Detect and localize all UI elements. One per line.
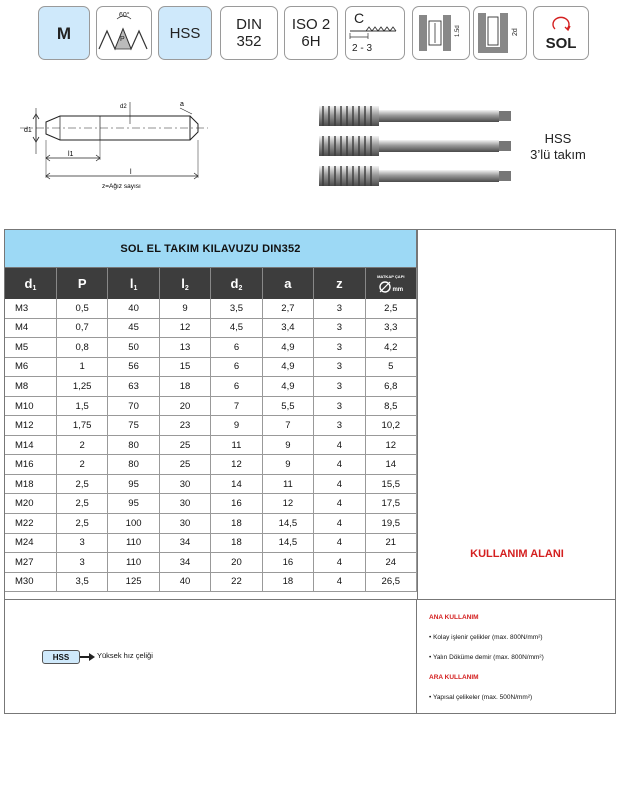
table-cell: 4,9 <box>262 338 313 358</box>
table-cell: 18 <box>211 514 262 534</box>
iso-line1: ISO 2 <box>291 16 331 33</box>
header-l2 <box>159 268 210 299</box>
header-l2-base: l <box>181 275 185 291</box>
table-row <box>5 435 417 455</box>
table-cell: 3,5 <box>56 572 107 592</box>
table-cell: 12 <box>365 435 416 455</box>
table-cell: 2,5 <box>365 299 416 318</box>
sol-label: SOL <box>545 34 577 52</box>
blind-hole-drawing <box>474 7 526 59</box>
tap-dimension-drawing <box>20 94 210 194</box>
table-cell: 26,5 <box>365 572 416 592</box>
table-cell: 4 <box>314 494 365 514</box>
thread-pitch-label: P <box>120 36 125 43</box>
header-a-base: a <box>284 276 292 291</box>
table-cell: 14 <box>211 474 262 494</box>
table-cell: 4,5 <box>211 318 262 338</box>
table-cell: 3,5 <box>211 299 262 318</box>
table-cell: 2 <box>56 455 107 475</box>
header-p <box>56 268 107 299</box>
table-cell: 15 <box>159 357 210 377</box>
table-cell: 30 <box>159 474 210 494</box>
table-cell: 3 <box>314 357 365 377</box>
table-cell: 11 <box>211 435 262 455</box>
depth-1-label: 1.5d <box>455 25 461 37</box>
table-cell: 6 <box>211 377 262 397</box>
table-cell: 45 <box>108 318 159 338</box>
main-usage-heading: ANA KULLANIM <box>429 614 479 621</box>
label-l: l <box>130 169 132 176</box>
usage-area <box>417 230 615 599</box>
rotation-arrow-icon <box>549 15 573 35</box>
header-l1-sub: 1 <box>133 284 138 292</box>
table-cell: 3 <box>56 533 107 553</box>
left-hand-rotation-icon <box>533 6 589 60</box>
label-d2: d2 <box>120 104 127 110</box>
table-cell: M6 <box>5 357 56 377</box>
table-cell: M22 <box>5 514 56 534</box>
through-hole-drawing <box>413 7 469 59</box>
table-cell: 4,9 <box>262 357 313 377</box>
table-cell: 2,5 <box>56 474 107 494</box>
drill-header-top: MATKAP ÇAPI <box>377 273 405 279</box>
din-standard-icon <box>220 6 278 60</box>
hss-icon-label: HSS <box>169 24 201 42</box>
header-z <box>314 268 365 299</box>
table-cell: 5,5 <box>262 396 313 416</box>
through-hole-depth-icon <box>412 6 470 60</box>
table-cell: 4 <box>314 572 365 592</box>
table-cell: 0,8 <box>56 338 107 358</box>
table-cell: 4 <box>314 553 365 573</box>
table-cell: 13 <box>159 338 210 358</box>
table-cell: 14 <box>365 455 416 475</box>
table-cell: 24 <box>365 553 416 573</box>
table-cell: 3,3 <box>365 318 416 338</box>
spec-table <box>5 268 417 592</box>
table-cell: 2 <box>56 435 107 455</box>
table-cell: 1 <box>56 357 107 377</box>
table-cell: 9 <box>159 299 210 318</box>
table-cell: 3 <box>314 338 365 358</box>
table-cell: 20 <box>211 553 262 573</box>
main-usage-item-1: • Kolay işlenir çelikler (max. 800N/mm²) <box>429 634 543 641</box>
table-cell: 14,5 <box>262 533 313 553</box>
table-cell: 40 <box>159 572 210 592</box>
table-cell: 63 <box>108 377 159 397</box>
usage-title: KULLANIM ALANI <box>470 548 564 560</box>
table-row <box>5 338 417 358</box>
table-cell: 34 <box>159 533 210 553</box>
table-cell: 3 <box>314 299 365 318</box>
header-d2-base: d <box>230 275 239 291</box>
table-cell: 14,5 <box>262 514 313 534</box>
chamfer-icon <box>345 6 405 60</box>
table-cell: 125 <box>108 572 159 592</box>
thread-angle-label: 60° <box>119 12 130 19</box>
header-l1 <box>108 268 159 299</box>
header-d2-sub: 2 <box>238 284 243 292</box>
table-cell: M12 <box>5 416 56 436</box>
table-cell: M8 <box>5 377 56 397</box>
table-cell: 75 <box>108 416 159 436</box>
table-cell: M10 <box>5 396 56 416</box>
chamfer-drawing <box>346 7 404 59</box>
table-cell: 12 <box>211 455 262 475</box>
tap-3 <box>319 166 511 186</box>
header-d1 <box>5 268 56 299</box>
table-cell: 8,5 <box>365 396 416 416</box>
chamfer-c-label: C <box>354 10 365 26</box>
table-cell: 2,5 <box>56 494 107 514</box>
table-row <box>5 396 417 416</box>
table-row <box>5 494 417 514</box>
table-row <box>5 455 417 475</box>
table-cell: 100 <box>108 514 159 534</box>
tap-1 <box>319 106 511 126</box>
table-cell: 95 <box>108 494 159 514</box>
hss-legend-description: Yüksek hız çeliği <box>97 651 153 660</box>
table-cell: 1,25 <box>56 377 107 397</box>
table-cell: 16 <box>262 553 313 573</box>
header-d2 <box>211 268 262 299</box>
drill-header-unit: mm <box>392 286 404 293</box>
table-cell: M16 <box>5 455 56 475</box>
legend-arrow-icon <box>89 653 95 661</box>
table-cell: 9 <box>211 416 262 436</box>
tap-set-photo <box>315 104 515 192</box>
metric-thread-icon <box>38 6 90 60</box>
hss-material-icon <box>158 6 212 60</box>
din-line2: 352 <box>236 33 262 50</box>
table-cell: 1,75 <box>56 416 107 436</box>
table-cell: 10,2 <box>365 416 416 436</box>
table-cell: 30 <box>159 494 210 514</box>
iso-line2: 6H <box>301 33 321 50</box>
table-cell: M4 <box>5 318 56 338</box>
table-cell: 11 <box>262 474 313 494</box>
table-cell: 17,5 <box>365 494 416 514</box>
tap-2 <box>319 136 511 156</box>
table-cell: 3,4 <box>262 318 313 338</box>
product-caption <box>518 131 598 163</box>
thread-profile-icon <box>96 6 152 60</box>
spec-icon-row <box>0 0 619 62</box>
header-a <box>262 268 313 299</box>
table-row <box>5 377 417 397</box>
table-body <box>5 299 417 592</box>
table-cell: 1,5 <box>56 396 107 416</box>
table-cell: M18 <box>5 474 56 494</box>
table-cell: 3 <box>314 377 365 397</box>
blind-hole-depth-icon <box>473 6 527 60</box>
table-cell: 80 <box>108 435 159 455</box>
table-cell: 25 <box>159 455 210 475</box>
table-row <box>5 299 417 318</box>
header-z-base: z <box>336 276 343 291</box>
hss-legend-badge: HSS <box>42 650 80 664</box>
teeth-caption: z=Ağız sayısı <box>102 183 141 190</box>
table-cell: 50 <box>108 338 159 358</box>
table-cell: 4 <box>314 435 365 455</box>
table-cell: 9 <box>262 455 313 475</box>
table-cell: 34 <box>159 553 210 573</box>
table-cell: 6 <box>211 357 262 377</box>
iso-tolerance-icon <box>284 6 338 60</box>
label-d1: d1 <box>24 127 32 134</box>
table-row <box>5 533 417 553</box>
table-cell: 4,2 <box>365 338 416 358</box>
table-cell: 2,5 <box>56 514 107 534</box>
table-cell: 6,8 <box>365 377 416 397</box>
header-d1-sub: 1 <box>32 284 37 292</box>
table-cell: 3 <box>314 416 365 436</box>
diameter-icon <box>378 281 392 293</box>
table-row <box>5 474 417 494</box>
table-cell: M27 <box>5 553 56 573</box>
table-cell: 6 <box>211 338 262 358</box>
table-cell: 15,5 <box>365 474 416 494</box>
product-line2: 3’lü takım <box>530 147 586 162</box>
header-drill-diameter <box>365 268 416 299</box>
table-cell: 95 <box>108 474 159 494</box>
din-line1: DIN <box>236 16 262 33</box>
table-cell: 21 <box>365 533 416 553</box>
table-cell: 110 <box>108 553 159 573</box>
table-cell: 2,7 <box>262 299 313 318</box>
table-row <box>5 318 417 338</box>
table-cell: 12 <box>262 494 313 514</box>
table-cell: 18 <box>159 377 210 397</box>
table-cell: 9 <box>262 435 313 455</box>
thread-profile-drawing <box>97 7 151 59</box>
label-a: a <box>180 101 184 108</box>
sub-usage-heading: ARA KULLANIM <box>429 674 479 681</box>
table-row <box>5 553 417 573</box>
table-cell: 25 <box>159 435 210 455</box>
table-row <box>5 514 417 534</box>
table-cell: 3 <box>314 318 365 338</box>
table-cell: 4 <box>314 474 365 494</box>
main-usage-item-2: • Yalın Döküme demir (max. 800N/mm²) <box>429 654 544 661</box>
legend-area <box>5 599 417 713</box>
table-cell: M14 <box>5 435 56 455</box>
table-cell: 110 <box>108 533 159 553</box>
table-header-row <box>5 268 417 299</box>
usage-details <box>417 599 615 713</box>
table-cell: 0,7 <box>56 318 107 338</box>
table-cell: 70 <box>108 396 159 416</box>
table-cell: 7 <box>211 396 262 416</box>
table-cell: 56 <box>108 357 159 377</box>
label-l1: l1 <box>68 151 74 158</box>
table-cell: 0,5 <box>56 299 107 318</box>
table-cell: M24 <box>5 533 56 553</box>
table-cell: 22 <box>211 572 262 592</box>
depth-2-label: 2d <box>512 28 519 36</box>
table-cell: 4 <box>314 533 365 553</box>
table-cell: M20 <box>5 494 56 514</box>
product-line1: HSS <box>544 131 572 146</box>
spec-table-block <box>4 229 616 714</box>
chamfer-range-label: 2 - 3 <box>352 43 373 54</box>
table-cell: M5 <box>5 338 56 358</box>
header-d1-base: d <box>24 275 33 291</box>
sub-usage-item-1: • Yapısal çelikeler (max. 500N/mm²) <box>429 694 533 701</box>
table-cell: 5 <box>365 357 416 377</box>
table-cell: 30 <box>159 514 210 534</box>
header-p-base: P <box>77 276 87 291</box>
table-cell: 12 <box>159 318 210 338</box>
table-cell: 4 <box>314 455 365 475</box>
table-cell: 18 <box>211 533 262 553</box>
table-cell: 3 <box>314 396 365 416</box>
table-row <box>5 357 417 377</box>
table-cell: M3 <box>5 299 56 318</box>
table-cell: 4 <box>314 514 365 534</box>
table-title: SOL EL TAKIM KILAVUZU DIN352 <box>5 230 417 268</box>
table-cell: 18 <box>262 572 313 592</box>
table-cell: M30 <box>5 572 56 592</box>
header-l1-base: l <box>129 275 134 291</box>
table-cell: 19,5 <box>365 514 416 534</box>
table-row <box>5 572 417 592</box>
header-l2-sub: 2 <box>184 284 189 292</box>
table-row <box>5 416 417 436</box>
metric-label: M <box>56 23 72 43</box>
table-cell: 4,9 <box>262 377 313 397</box>
table-cell: 3 <box>56 553 107 573</box>
table-cell: 16 <box>211 494 262 514</box>
table-cell: 40 <box>108 299 159 318</box>
table-cell: 23 <box>159 416 210 436</box>
table-cell: 7 <box>262 416 313 436</box>
table-cell: 20 <box>159 396 210 416</box>
table-cell: 80 <box>108 455 159 475</box>
